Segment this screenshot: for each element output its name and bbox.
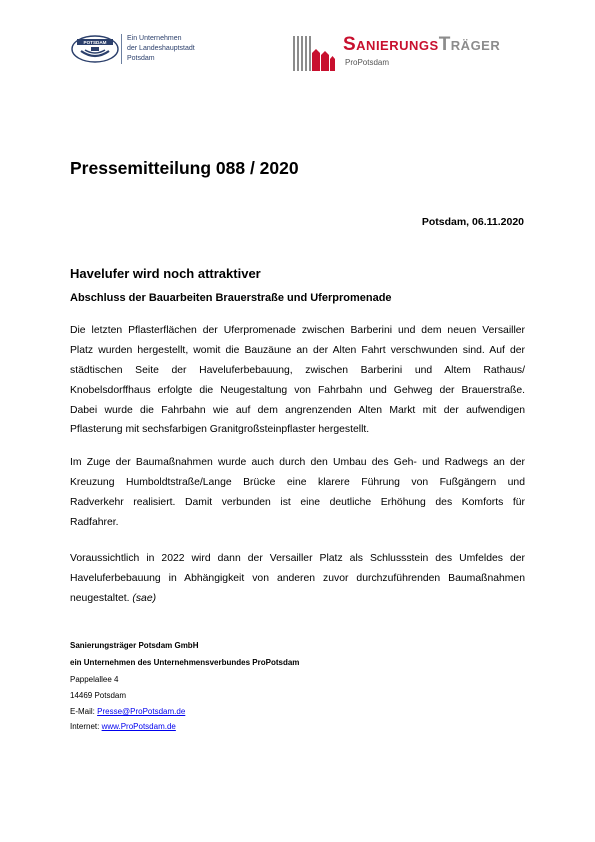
paragraph-line: Voraussichtlich in 2022 wird dann der Versailler Platz als Schlussstein des Umfeldes der bbox=[70, 553, 525, 564]
internet-label: Internet: bbox=[70, 722, 100, 731]
sanierungstraeger-wordmark bbox=[343, 34, 500, 56]
potsdam-emblem-icon bbox=[71, 33, 119, 63]
paragraph-line: Kreuzung Humboldtstraße/Lange Brücke eine klarere Führung von Fußgängern und bbox=[70, 476, 525, 488]
author-signature: (sae) bbox=[132, 592, 157, 604]
release-date: Potsdam, 06.11.2020 bbox=[421, 216, 524, 228]
potsdam-text-line-2: der Landeshauptstadt bbox=[127, 45, 195, 52]
headline: Havelufer wird noch attraktiver bbox=[70, 266, 261, 281]
website-link[interactable]: www.ProPotsdam.de bbox=[101, 722, 176, 731]
contact-city: 14469 Potsdam bbox=[70, 691, 127, 700]
paragraph-line: Die letzten Pflasterflächen der Uferpromenade zwischen Barberini und dem neuen Versailler bbox=[70, 325, 525, 336]
email-label: E-Mail: bbox=[70, 707, 95, 716]
sanierungstraeger-logo-icon bbox=[293, 33, 335, 71]
potsdam-emblem-text: POTSDAM bbox=[83, 40, 107, 45]
subheadline: Abschluss der Bauarbeiten Brauerstraße und Uferpromenade bbox=[70, 292, 392, 304]
paragraph-2 bbox=[70, 453, 525, 533]
paragraph-line: Im Zuge der Baumaßnahmen wurde auch durch den Umbau des Geh- und Radwegs an der bbox=[70, 457, 525, 468]
paragraph-line: Pflasterung mit sechsfarbigen Granitgroßsteinpflaster hergestellt. bbox=[70, 424, 370, 436]
paragraph-line: städtischen Seite der Haveluferbebauung, zwischen Barberini und Altem Rathaus/ bbox=[70, 364, 525, 376]
page-title: Pressemitteilung 088 / 2020 bbox=[70, 158, 299, 178]
paragraph-line-text: neugestaltet. bbox=[70, 592, 130, 604]
brand-word-part-1: Sanierungs bbox=[343, 34, 439, 55]
paragraph-line-last bbox=[70, 589, 525, 609]
contact-group: ein Unternehmen des Unternehmensverbundes ProPotsdam bbox=[70, 658, 300, 667]
paragraph-line: Platz wurden hergestellt, womit die Bauzäune an der Alten Fahrt verschwunden sind. Auf der bbox=[70, 344, 525, 356]
email-link[interactable]: Presse@ProPotsdam.de bbox=[97, 707, 186, 716]
paragraph-3 bbox=[70, 549, 525, 609]
potsdam-text-line-3: Potsdam bbox=[127, 55, 155, 62]
paragraph-line: Radverkehr realisiert. Damit verbunden ist eine deutliche Erhöhung des Komforts für bbox=[70, 496, 525, 508]
brand-word-part-2: Träger bbox=[438, 34, 501, 55]
contact-street: Pappelallee 4 bbox=[70, 675, 119, 684]
paragraph-line: Haveluferbebauung in Abhängigkeit von anderen zuvor durchzuführenden Baumaßnahmen bbox=[70, 572, 525, 584]
contact-company: Sanierungsträger Potsdam GmbH bbox=[70, 641, 199, 650]
paragraph-line: Radfahrer. bbox=[70, 516, 119, 528]
brand-subtitle: ProPotsdam bbox=[345, 58, 390, 67]
paragraph-line: Knobelsdorffhaus erfolgte die Neugestaltung von Fahrbahn und Gehweg der Brauerstraße. bbox=[70, 384, 525, 396]
contact-internet-row bbox=[70, 720, 176, 734]
potsdam-text-line-1: Ein Unternehmen bbox=[127, 35, 182, 42]
contact-email-row bbox=[70, 705, 185, 719]
paragraph-1 bbox=[70, 321, 525, 440]
paragraph-line: Dabei wurde die Fahrbahn wie auf dem angrenzenden Alten Markt mit der aufwendigen bbox=[70, 404, 525, 416]
header-divider bbox=[121, 34, 122, 64]
